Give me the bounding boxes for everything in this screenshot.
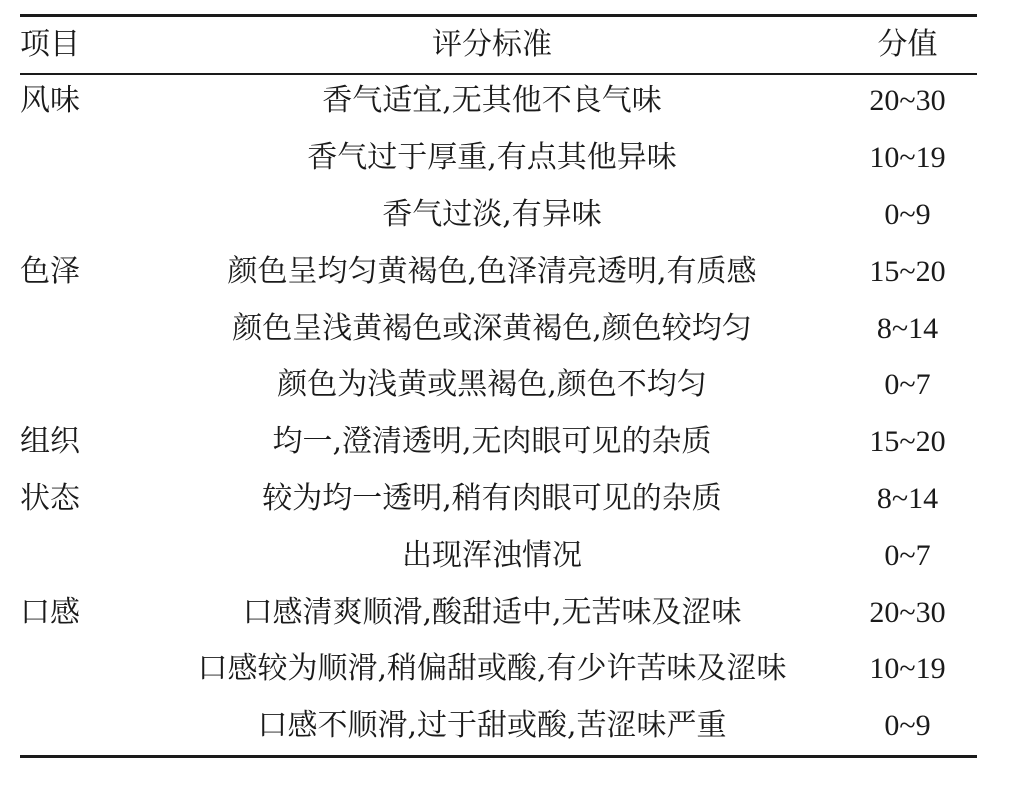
- row-criteria-cell: 香气过于厚重,有点其他异味: [307, 140, 677, 176]
- header-item: 项目: [20, 27, 80, 62]
- row-item-cell: 风味: [20, 83, 80, 119]
- table-row: [20, 300, 977, 357]
- row-item-cell: 口感: [20, 594, 80, 630]
- row-item-cell: [20, 641, 146, 698]
- bottom-rule: [20, 755, 977, 758]
- header-rule: [20, 73, 977, 75]
- table-row: [20, 357, 977, 414]
- header-score: 分值: [877, 28, 938, 61]
- table-row: [20, 130, 977, 187]
- row-score-cell: 10~19: [869, 141, 946, 175]
- row-score-cell: 8~14: [876, 481, 939, 515]
- row-score-cell: 0~7: [884, 538, 931, 572]
- row-criteria-cell: 较为均一透明,稍有肉眼可见的杂质: [262, 480, 722, 516]
- row-criteria-cell: 颜色呈浅黄褐色或深黄褐色,颜色较均匀: [232, 310, 752, 346]
- row-item-cell: [20, 300, 146, 357]
- row-item-cell: 组织: [20, 424, 80, 460]
- row-criteria-cell: 口感不顺滑,过于甜或酸,苦涩味严重: [257, 708, 727, 744]
- row-score-cell: 20~30: [869, 84, 946, 118]
- row-score-cell: 15~20: [869, 254, 946, 288]
- row-score-cell: 0~7: [884, 368, 931, 402]
- row-item-cell: [20, 187, 146, 244]
- row-criteria-cell: 出现浑浊情况: [402, 537, 582, 573]
- row-criteria-cell: 颜色呈均匀黄褐色,色泽清亮透明,有质感: [227, 253, 757, 289]
- row-criteria-cell: 颜色为浅黄或黑褐色,颜色不均匀: [277, 367, 707, 403]
- row-score-cell: 0~9: [884, 709, 931, 743]
- row-score-cell: 15~20: [869, 425, 946, 459]
- table-body: [20, 73, 977, 755]
- table-row: [20, 641, 977, 698]
- row-score-cell: 10~19: [869, 652, 946, 686]
- table-row: [20, 187, 977, 244]
- row-criteria-cell: 口感较为顺滑,稍偏甜或酸,有少许苦味及涩味: [197, 651, 787, 687]
- row-item-cell: [20, 357, 146, 414]
- row-item-cell: [20, 698, 146, 755]
- table-header: [20, 17, 977, 73]
- row-score-cell: 20~30: [869, 595, 946, 629]
- scoring-table-container: [20, 14, 977, 758]
- row-criteria-cell: 香气适宜,无其他不良气味: [322, 83, 662, 119]
- row-item-cell: 状态: [20, 480, 80, 516]
- row-criteria-cell: 口感清爽顺滑,酸甜适中,无苦味及涩味: [242, 594, 742, 630]
- scoring-table: [20, 17, 977, 755]
- table-row: [20, 414, 977, 471]
- table-row: [20, 527, 977, 584]
- header-criteria: 评分标准: [432, 27, 552, 62]
- table-row: [20, 698, 977, 755]
- row-score-cell: 0~9: [884, 197, 931, 231]
- row-score-cell: 8~14: [876, 311, 939, 345]
- row-criteria-cell: 均一,澄清透明,无肉眼可见的杂质: [272, 424, 712, 460]
- row-item-cell: [20, 527, 146, 584]
- table-row: [20, 471, 977, 528]
- header-row: [20, 17, 977, 73]
- row-item-cell: 色泽: [20, 253, 80, 289]
- table-row: [20, 243, 977, 300]
- table-row: [20, 584, 977, 641]
- row-item-cell: [20, 130, 146, 187]
- row-criteria-cell: 香气过淡,有异味: [382, 196, 602, 232]
- table-row: [20, 73, 977, 130]
